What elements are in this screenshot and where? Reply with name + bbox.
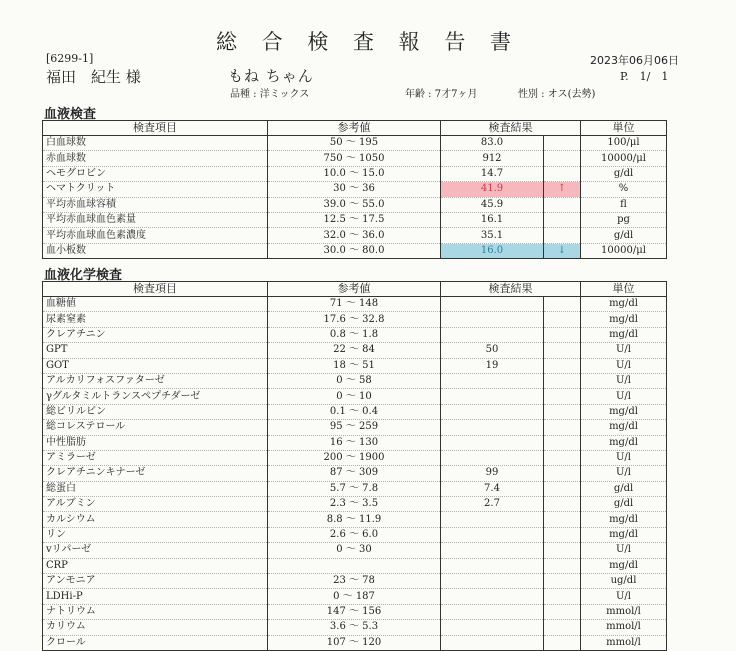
result-flag [544, 297, 581, 312]
unit: fl [581, 197, 667, 212]
test-result [441, 512, 544, 527]
reference-range: 71 ～ 148 [268, 297, 441, 312]
blood-test-table [42, 120, 667, 259]
table-row [43, 136, 667, 151]
result-flag [544, 228, 581, 243]
table-row [43, 297, 667, 312]
test-name: 総コレステロール [43, 420, 268, 435]
test-name: 平均赤血球容積 [43, 197, 268, 212]
result-flag [544, 327, 581, 342]
unit: 10000/μl [581, 151, 667, 166]
result-flag [544, 435, 581, 450]
reference-range [268, 558, 441, 573]
test-name: アルカリフォスファターゼ [43, 373, 268, 388]
test-result: 16.1 [441, 212, 544, 227]
result-flag [544, 420, 581, 435]
test-result [441, 558, 544, 573]
table-header [43, 282, 667, 297]
test-result [441, 312, 544, 327]
test-result: 19 [441, 358, 544, 373]
result-flag [544, 343, 581, 358]
unit: U/l [581, 389, 667, 404]
column-header: 単位 [581, 121, 667, 136]
unit: mg/dl [581, 435, 667, 450]
column-header: 検査項目 [43, 121, 268, 136]
unit: 10000/μl [581, 243, 667, 258]
test-name: アンモニア [43, 574, 268, 589]
test-name: アルブミン [43, 497, 268, 512]
unit: mg/dl [581, 527, 667, 542]
result-flag [544, 212, 581, 227]
table-row [43, 166, 667, 181]
result-flag [544, 166, 581, 181]
table-row [43, 435, 667, 450]
unit: U/l [581, 543, 667, 558]
table-row [43, 466, 667, 481]
unit: mmol/l [581, 604, 667, 619]
unit: pg [581, 212, 667, 227]
result-flag [544, 136, 581, 151]
reference-range: 0 ～ 30 [268, 543, 441, 558]
unit: U/l [581, 466, 667, 481]
test-name: クレアチニン [43, 327, 268, 342]
result-flag [544, 497, 581, 512]
unit: % [581, 182, 667, 197]
table-row [43, 481, 667, 496]
test-result: 16.0 [441, 243, 544, 258]
result-flag: ↑ [544, 182, 581, 197]
chemistry-test-table [42, 281, 667, 651]
table-row [43, 212, 667, 227]
result-flag [544, 620, 581, 635]
reference-range: 32.0 ～ 36.0 [268, 228, 441, 243]
test-result [441, 543, 544, 558]
test-result [441, 420, 544, 435]
unit: mg/dl [581, 327, 667, 342]
reference-range: 200 ～ 1900 [268, 450, 441, 465]
result-flag [544, 604, 581, 619]
result-flag [544, 481, 581, 496]
reference-range: 2.6 ～ 6.0 [268, 527, 441, 542]
unit: mg/dl [581, 420, 667, 435]
test-result [441, 604, 544, 619]
table-row [43, 358, 667, 373]
chem-section-title: 血液化学検査 [44, 268, 123, 283]
test-name: 平均赤血球血色素量 [43, 212, 268, 227]
test-result: 99 [441, 466, 544, 481]
unit: U/l [581, 450, 667, 465]
result-flag [544, 589, 581, 604]
test-result [441, 620, 544, 635]
unit: g/dl [581, 166, 667, 181]
result-flag [544, 404, 581, 419]
test-result [441, 435, 544, 450]
test-name: LDHi-P [43, 589, 268, 604]
table-row [43, 327, 667, 342]
table-row [43, 527, 667, 542]
reference-range: 17.6 ～ 32.8 [268, 312, 441, 327]
reference-range: 30 ～ 36 [268, 182, 441, 197]
reference-range: 0.1 ～ 0.4 [268, 404, 441, 419]
reference-range: 107 ～ 120 [268, 635, 441, 650]
unit: mg/dl [581, 404, 667, 419]
test-name: クレアチニンキナーゼ [43, 466, 268, 481]
test-result: 45.9 [441, 197, 544, 212]
result-flag [544, 197, 581, 212]
result-flag [544, 558, 581, 573]
test-result [441, 450, 544, 465]
table-row [43, 589, 667, 604]
test-name: リン [43, 527, 268, 542]
reference-range: 147 ～ 156 [268, 604, 441, 619]
test-result: 2.7 [441, 497, 544, 512]
table-row [43, 512, 667, 527]
unit: mg/dl [581, 297, 667, 312]
table-row [43, 151, 667, 166]
test-name: CRP [43, 558, 268, 573]
column-header: 検査項目 [43, 282, 268, 297]
reference-range: 23 ～ 78 [268, 574, 441, 589]
test-name: カリウム [43, 620, 268, 635]
table-row [43, 635, 667, 650]
test-name: γグルタミルトランスペプチダーゼ [43, 389, 268, 404]
reference-range: 0 ～ 58 [268, 373, 441, 388]
breed-info: 品種 : 洋ミックス [230, 89, 310, 100]
reference-range: 50 ～ 195 [268, 136, 441, 151]
table-header [43, 121, 667, 136]
test-result: 50 [441, 343, 544, 358]
unit: U/l [581, 343, 667, 358]
test-result [441, 297, 544, 312]
table-row [43, 343, 667, 358]
age-info: 年齢 : 7才7ヶ月 [405, 89, 478, 100]
test-name: vリパーゼ [43, 543, 268, 558]
test-name: 平均赤血球血色素濃度 [43, 228, 268, 243]
reference-range: 8.8 ～ 11.9 [268, 512, 441, 527]
test-result [441, 327, 544, 342]
test-name: GPT [43, 343, 268, 358]
table-row [43, 543, 667, 558]
unit: mmol/l [581, 620, 667, 635]
patient-id: [6299-1] [46, 52, 94, 65]
reference-range: 22 ～ 84 [268, 343, 441, 358]
reference-range: 2.3 ～ 3.5 [268, 497, 441, 512]
owner-name: 福田 紀生 様 [46, 68, 141, 86]
test-name: 赤血球数 [43, 151, 268, 166]
column-header: 参考値 [268, 121, 441, 136]
test-result: 7.4 [441, 481, 544, 496]
test-name: アミラーゼ [43, 450, 268, 465]
test-name: ナトリウム [43, 604, 268, 619]
pet-name: もね ちゃん [228, 67, 314, 85]
column-header: 検査結果 [441, 121, 581, 136]
unit: ug/dl [581, 574, 667, 589]
table-row [43, 389, 667, 404]
result-flag [544, 543, 581, 558]
table-row [43, 574, 667, 589]
reference-range: 0 ～ 10 [268, 389, 441, 404]
test-result [441, 389, 544, 404]
table-row [43, 197, 667, 212]
result-flag [544, 358, 581, 373]
table-row [43, 620, 667, 635]
table-row [43, 312, 667, 327]
unit: mg/dl [581, 558, 667, 573]
reference-range: 3.6 ～ 5.3 [268, 620, 441, 635]
unit: mg/dl [581, 512, 667, 527]
table-row [43, 558, 667, 573]
table-row [43, 497, 667, 512]
column-header: 単位 [581, 282, 667, 297]
test-result: 14.7 [441, 166, 544, 181]
test-name: 白血球数 [43, 136, 268, 151]
result-flag [544, 512, 581, 527]
result-flag [544, 312, 581, 327]
column-header: 参考値 [268, 282, 441, 297]
reference-range: 0.8 ～ 1.8 [268, 327, 441, 342]
reference-range: 16 ～ 130 [268, 435, 441, 450]
result-flag [544, 389, 581, 404]
test-name: 総蛋白 [43, 481, 268, 496]
test-result [441, 404, 544, 419]
unit: 100/μl [581, 136, 667, 151]
test-result [441, 373, 544, 388]
report-date: 2023年06月06日 [590, 54, 679, 67]
test-name: 尿素窒素 [43, 312, 268, 327]
reference-range: 0 ～ 187 [268, 589, 441, 604]
result-flag [544, 527, 581, 542]
unit: g/dl [581, 228, 667, 243]
unit: mg/dl [581, 312, 667, 327]
test-name: クロール [43, 635, 268, 650]
table-row [43, 373, 667, 388]
reference-range: 18 ～ 51 [268, 358, 441, 373]
table-row [43, 243, 667, 258]
result-flag [544, 635, 581, 650]
unit: U/l [581, 358, 667, 373]
reference-range: 95 ～ 259 [268, 420, 441, 435]
page-number: P. 1/ 1 [620, 70, 669, 83]
unit: g/dl [581, 497, 667, 512]
result-flag [544, 574, 581, 589]
test-name: 中性脂肪 [43, 435, 268, 450]
reference-range: 30.0 ～ 80.0 [268, 243, 441, 258]
reference-range: 5.7 ～ 7.8 [268, 481, 441, 496]
test-result [441, 527, 544, 542]
table-row [43, 228, 667, 243]
reference-range: 750 ～ 1050 [268, 151, 441, 166]
test-result [441, 574, 544, 589]
table-row [43, 404, 667, 419]
test-name: カルシウム [43, 512, 268, 527]
reference-range: 39.0 ～ 55.0 [268, 197, 441, 212]
test-result: 912 [441, 151, 544, 166]
result-flag [544, 373, 581, 388]
test-name: 総ビリルビン [43, 404, 268, 419]
test-result: 83.0 [441, 136, 544, 151]
result-flag [544, 466, 581, 481]
unit: U/l [581, 589, 667, 604]
test-name: ヘモグロビン [43, 166, 268, 181]
column-header: 検査結果 [441, 282, 581, 297]
test-name: 血小板数 [43, 243, 268, 258]
result-flag [544, 450, 581, 465]
table-row [43, 420, 667, 435]
table-row [43, 604, 667, 619]
unit: g/dl [581, 481, 667, 496]
reference-range: 10.0 ～ 15.0 [268, 166, 441, 181]
result-flag [544, 151, 581, 166]
table-row [43, 182, 667, 197]
reference-range: 12.5 ～ 17.5 [268, 212, 441, 227]
test-name: ヘマトクリット [43, 182, 268, 197]
unit: U/l [581, 373, 667, 388]
test-name: 血糖値 [43, 297, 268, 312]
test-result [441, 589, 544, 604]
blood-section-title: 血液検査 [44, 107, 97, 122]
table-row [43, 450, 667, 465]
sex-info: 性別 : オス(去勢) [518, 89, 596, 100]
test-result: 35.1 [441, 228, 544, 243]
test-result: 41.9 [441, 182, 544, 197]
test-name: GOT [43, 358, 268, 373]
result-flag: ↓ [544, 243, 581, 258]
report-title: 総 合 検 査 報 告 書 [215, 30, 521, 54]
unit: mmol/l [581, 635, 667, 650]
reference-range: 87 ～ 309 [268, 466, 441, 481]
test-result [441, 635, 544, 650]
